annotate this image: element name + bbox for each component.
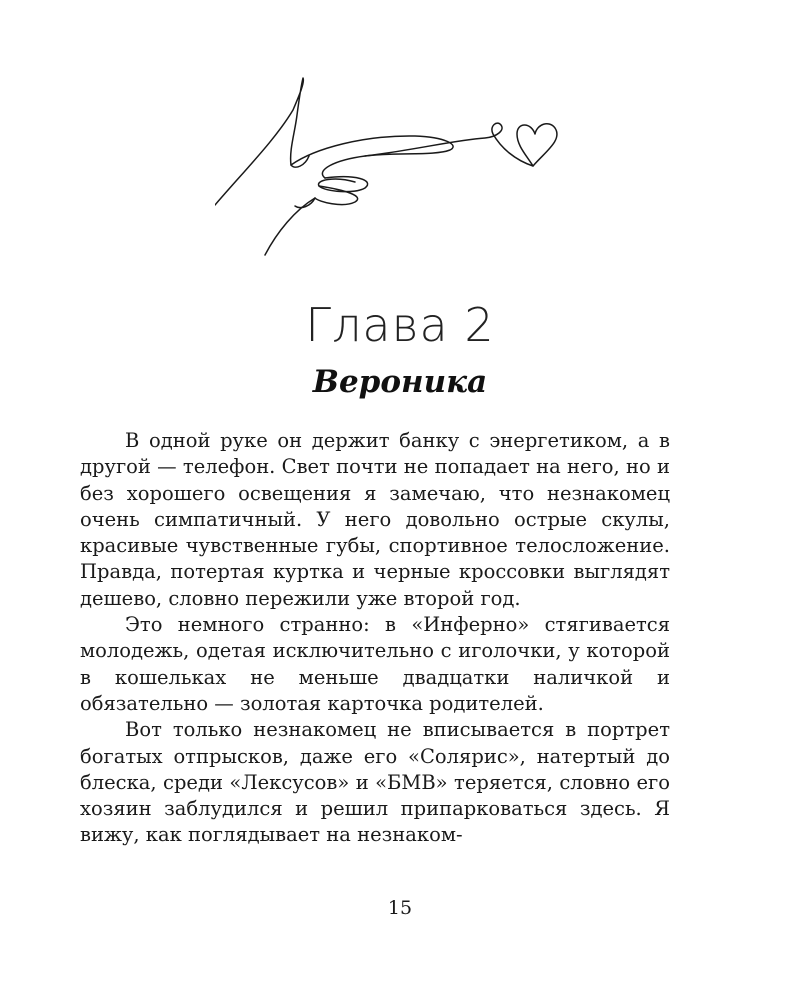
page-number: 15: [387, 897, 413, 919]
hand-heart-line-art-icon: [215, 70, 565, 270]
chapter-number: Глава 2: [305, 298, 495, 352]
chapter-title: Вероника: [312, 364, 488, 400]
chapter-body: [80, 428, 670, 849]
paragraph: В одной руке он держит банку с энергетиком, а в другой — телефон. Свет почти не попадает на него, но и без хорошего освещения я замечаю, что незнакомец очень симпатичный. У него довольно острые скулы, красивые чувственные губы, спортивное телосложение. Правда, потертая куртка и черные кроссовки выглядят дешево, словно пережили уже второй год.: [80, 429, 670, 610]
paragraph: Вот только незнакомец не вписывается в портрет богатых отпрысков, даже его «Солярис», натертый до блеска, среди «Лексусов» и «БМВ» теряется, словно его хозяин заблудился и решил припарковаться здесь. Я вижу, как поглядывает на незнаком-: [80, 718, 670, 847]
paragraph: Это немного странно: в «Инферно» стягивается молодежь, одетая исключительно с иголочки, у которой в кошельках не меньше двадцатки наличкой и обязательно — золотая карточка родителей.: [80, 613, 670, 715]
